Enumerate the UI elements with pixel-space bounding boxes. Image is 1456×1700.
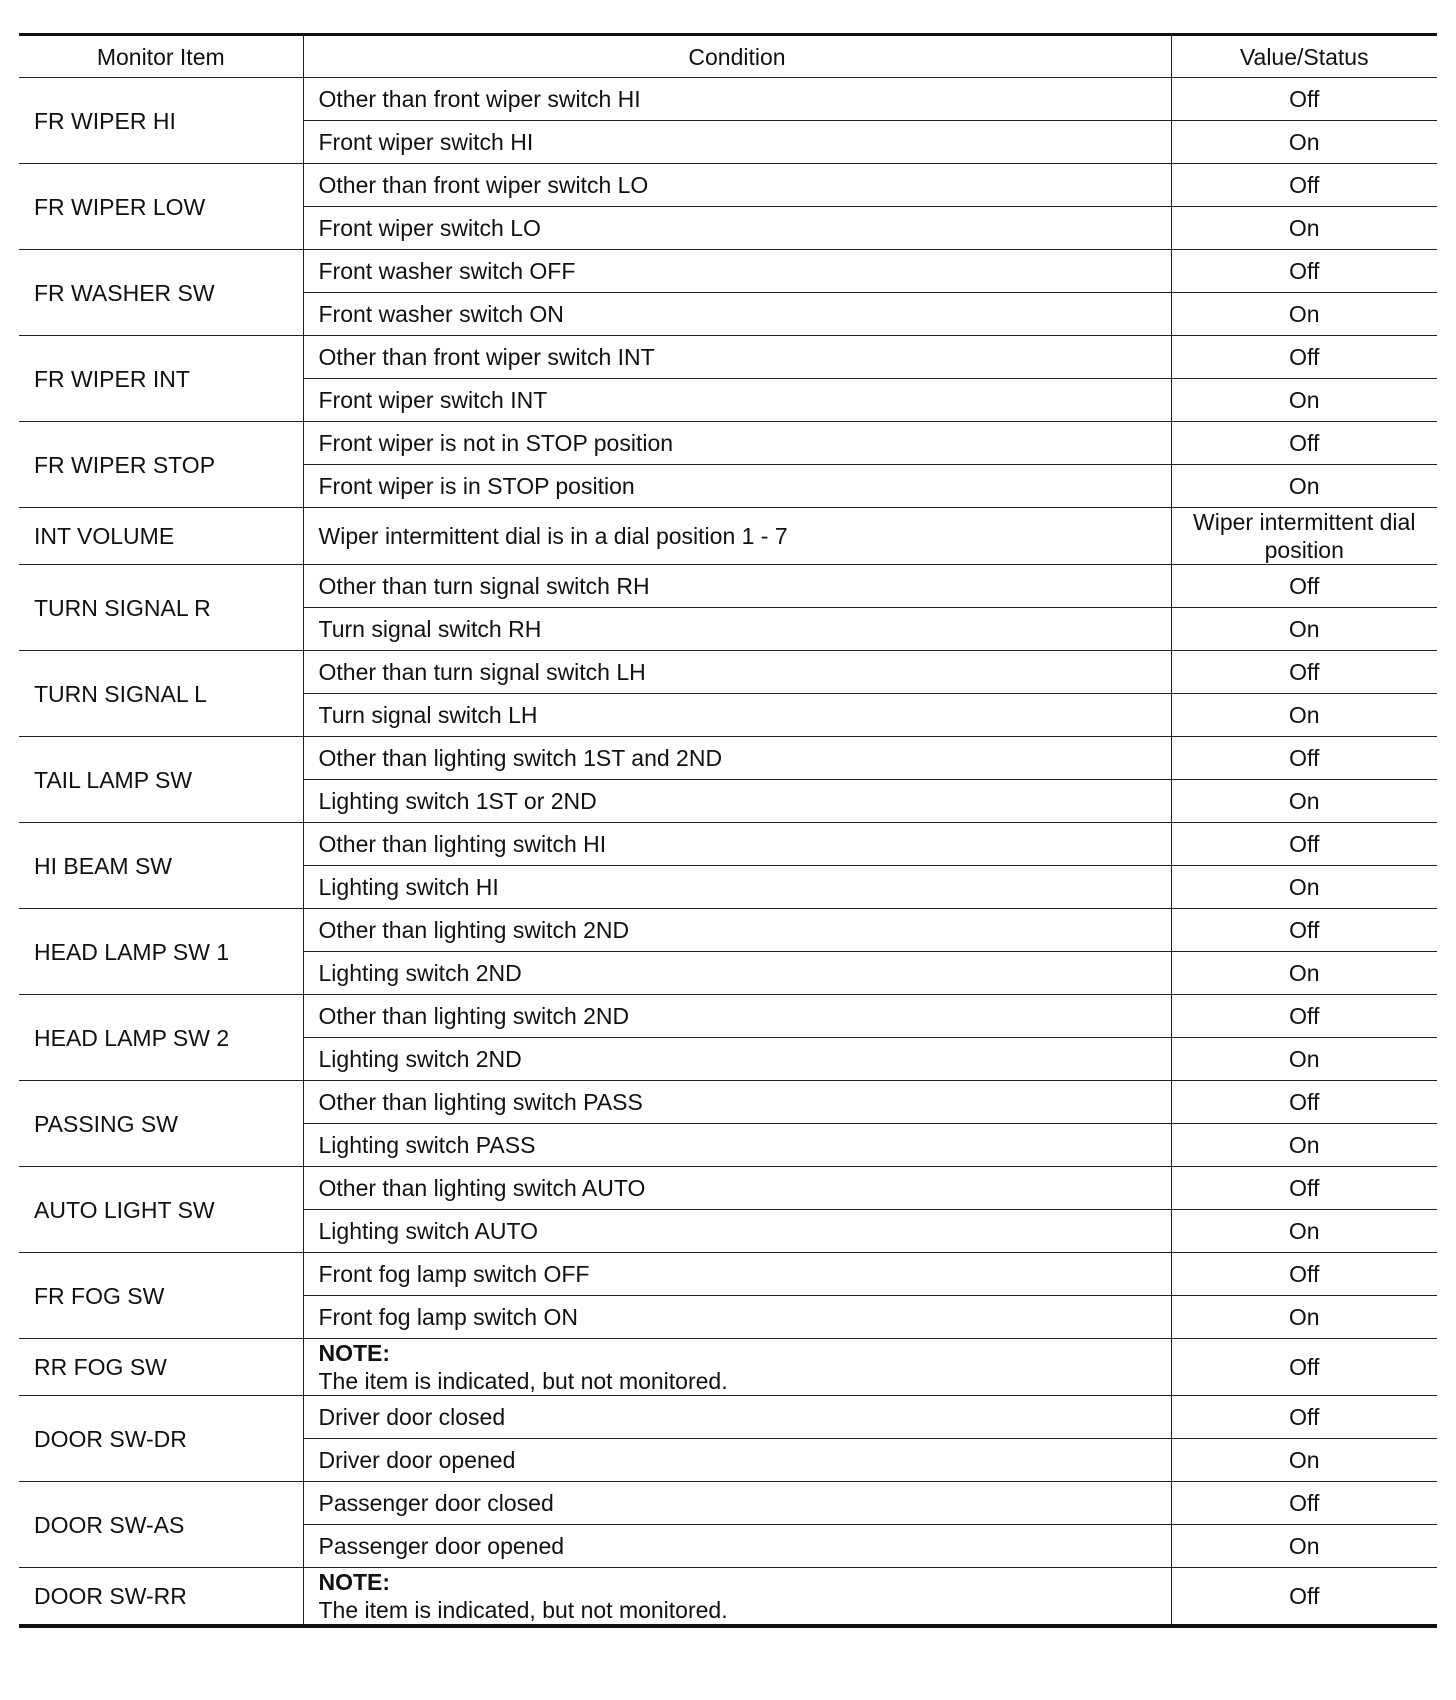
table-row bbox=[19, 1167, 1437, 1210]
value-status-cell: On bbox=[1171, 1210, 1437, 1253]
table-row bbox=[19, 1339, 1437, 1396]
table-row bbox=[19, 78, 1437, 121]
monitor-item-cell: FR WIPER INT bbox=[19, 336, 303, 422]
value-status-cell: On bbox=[1171, 952, 1437, 995]
condition-cell: Passenger door opened bbox=[303, 1525, 1171, 1568]
value-status-cell: On bbox=[1171, 465, 1437, 508]
value-status-cell: Off bbox=[1171, 909, 1437, 952]
value-status-cell: Off bbox=[1171, 250, 1437, 293]
value-status-cell: Off bbox=[1171, 1081, 1437, 1124]
monitor-item-cell: FR WASHER SW bbox=[19, 250, 303, 336]
value-status-cell: Off bbox=[1171, 164, 1437, 207]
condition-cell: Lighting switch HI bbox=[303, 866, 1171, 909]
monitor-item-cell: DOOR SW-AS bbox=[19, 1482, 303, 1568]
condition-note-cell bbox=[303, 1339, 1171, 1396]
table-row bbox=[19, 164, 1437, 207]
table-row bbox=[19, 508, 1437, 565]
table-row bbox=[19, 1482, 1437, 1525]
condition-cell: Other than front wiper switch INT bbox=[303, 336, 1171, 379]
value-status-cell: On bbox=[1171, 694, 1437, 737]
condition-cell: Other than turn signal switch RH bbox=[303, 565, 1171, 608]
monitor-item-cell: HEAD LAMP SW 1 bbox=[19, 909, 303, 995]
monitor-table bbox=[19, 33, 1437, 1628]
condition-cell: Other than front wiper switch HI bbox=[303, 78, 1171, 121]
value-status-cell: Off bbox=[1171, 1482, 1437, 1525]
condition-cell: Front washer switch OFF bbox=[303, 250, 1171, 293]
condition-cell: Lighting switch PASS bbox=[303, 1124, 1171, 1167]
value-status-cell: Off bbox=[1171, 1396, 1437, 1439]
condition-cell: Lighting switch 1ST or 2ND bbox=[303, 780, 1171, 823]
monitor-item-cell: DOOR SW-DR bbox=[19, 1396, 303, 1482]
value-status-cell: On bbox=[1171, 608, 1437, 651]
condition-cell: Other than lighting switch 2ND bbox=[303, 909, 1171, 952]
value-status-cell: On bbox=[1171, 866, 1437, 909]
condition-cell: Other than lighting switch AUTO bbox=[303, 1167, 1171, 1210]
value-status-cell: On bbox=[1171, 1124, 1437, 1167]
table-row bbox=[19, 336, 1437, 379]
note-text: The item is indicated, but not monitored. bbox=[318, 1597, 728, 1623]
table-row bbox=[19, 422, 1437, 465]
condition-cell: Front fog lamp switch OFF bbox=[303, 1253, 1171, 1296]
monitor-item-cell: RR FOG SW bbox=[19, 1339, 303, 1396]
condition-cell: Lighting switch AUTO bbox=[303, 1210, 1171, 1253]
note-heading: NOTE: bbox=[318, 1340, 391, 1366]
monitor-item-cell: TURN SIGNAL L bbox=[19, 651, 303, 737]
table-row bbox=[19, 1568, 1437, 1627]
table-body bbox=[19, 78, 1437, 1627]
condition-cell: Front fog lamp switch ON bbox=[303, 1296, 1171, 1339]
monitor-item-cell: PASSING SW bbox=[19, 1081, 303, 1167]
value-status-cell: Off bbox=[1171, 1339, 1437, 1396]
value-status-cell: On bbox=[1171, 379, 1437, 422]
value-status-cell: Off bbox=[1171, 565, 1437, 608]
monitor-item-cell: FR WIPER STOP bbox=[19, 422, 303, 508]
condition-cell: Other than front wiper switch LO bbox=[303, 164, 1171, 207]
condition-cell: Wiper intermittent dial is in a dial position 1 - 7 bbox=[303, 508, 1171, 565]
note-heading: NOTE: bbox=[318, 1569, 391, 1595]
header-value-status: Value/Status bbox=[1171, 35, 1437, 78]
value-status-cell: Off bbox=[1171, 1167, 1437, 1210]
table-row bbox=[19, 565, 1437, 608]
value-status-cell: On bbox=[1171, 1525, 1437, 1568]
monitor-item-cell: HEAD LAMP SW 2 bbox=[19, 995, 303, 1081]
table-row bbox=[19, 1253, 1437, 1296]
condition-cell: Front wiper is not in STOP position bbox=[303, 422, 1171, 465]
condition-cell: Front wiper switch INT bbox=[303, 379, 1171, 422]
value-status-cell: Off bbox=[1171, 78, 1437, 121]
condition-cell: Front wiper switch LO bbox=[303, 207, 1171, 250]
value-status-cell: On bbox=[1171, 1038, 1437, 1081]
condition-cell: Other than lighting switch 1ST and 2ND bbox=[303, 737, 1171, 780]
monitor-sheet bbox=[19, 33, 1437, 1628]
table-row bbox=[19, 995, 1437, 1038]
value-status-cell: On bbox=[1171, 1296, 1437, 1339]
condition-cell: Front washer switch ON bbox=[303, 293, 1171, 336]
value-status-cell: Off bbox=[1171, 651, 1437, 694]
value-status-cell: Off bbox=[1171, 995, 1437, 1038]
condition-cell: Passenger door closed bbox=[303, 1482, 1171, 1525]
table-row bbox=[19, 909, 1437, 952]
value-status-cell: On bbox=[1171, 207, 1437, 250]
monitor-item-cell: DOOR SW-RR bbox=[19, 1568, 303, 1627]
monitor-item-cell: FR FOG SW bbox=[19, 1253, 303, 1339]
condition-note-cell bbox=[303, 1568, 1171, 1627]
condition-cell: Driver door opened bbox=[303, 1439, 1171, 1482]
monitor-item-cell: INT VOLUME bbox=[19, 508, 303, 565]
monitor-item-cell: TAIL LAMP SW bbox=[19, 737, 303, 823]
table-row bbox=[19, 823, 1437, 866]
value-status-cell: Off bbox=[1171, 336, 1437, 379]
condition-cell: Turn signal switch RH bbox=[303, 608, 1171, 651]
condition-cell: Lighting switch 2ND bbox=[303, 1038, 1171, 1081]
value-status-cell: Off bbox=[1171, 1568, 1437, 1627]
note-text: The item is indicated, but not monitored. bbox=[318, 1368, 728, 1394]
condition-cell: Front wiper switch HI bbox=[303, 121, 1171, 164]
condition-cell: Turn signal switch LH bbox=[303, 694, 1171, 737]
table-row bbox=[19, 250, 1437, 293]
value-status-cell: Off bbox=[1171, 823, 1437, 866]
value-status-cell: On bbox=[1171, 121, 1437, 164]
condition-cell: Other than lighting switch HI bbox=[303, 823, 1171, 866]
header-condition: Condition bbox=[303, 35, 1171, 78]
monitor-item-cell: HI BEAM SW bbox=[19, 823, 303, 909]
header-monitor-item: Monitor Item bbox=[19, 35, 303, 78]
value-status-cell: Off bbox=[1171, 737, 1437, 780]
condition-cell: Front wiper is in STOP position bbox=[303, 465, 1171, 508]
table-row bbox=[19, 737, 1437, 780]
condition-cell: Other than turn signal switch LH bbox=[303, 651, 1171, 694]
table-row bbox=[19, 1396, 1437, 1439]
monitor-item-cell: FR WIPER HI bbox=[19, 78, 303, 164]
value-status-cell: On bbox=[1171, 293, 1437, 336]
condition-cell: Driver door closed bbox=[303, 1396, 1171, 1439]
header-row bbox=[19, 35, 1437, 78]
value-status-cell: On bbox=[1171, 780, 1437, 823]
condition-cell: Lighting switch 2ND bbox=[303, 952, 1171, 995]
value-status-cell: Off bbox=[1171, 422, 1437, 465]
monitor-item-cell: TURN SIGNAL R bbox=[19, 565, 303, 651]
value-status-cell: Off bbox=[1171, 1253, 1437, 1296]
table-row bbox=[19, 651, 1437, 694]
value-status-cell: On bbox=[1171, 1439, 1437, 1482]
condition-cell: Other than lighting switch 2ND bbox=[303, 995, 1171, 1038]
value-status-cell: Wiper intermittent dial position bbox=[1171, 508, 1437, 565]
monitor-item-cell: AUTO LIGHT SW bbox=[19, 1167, 303, 1253]
condition-cell: Other than lighting switch PASS bbox=[303, 1081, 1171, 1124]
table-row bbox=[19, 1081, 1437, 1124]
monitor-item-cell: FR WIPER LOW bbox=[19, 164, 303, 250]
